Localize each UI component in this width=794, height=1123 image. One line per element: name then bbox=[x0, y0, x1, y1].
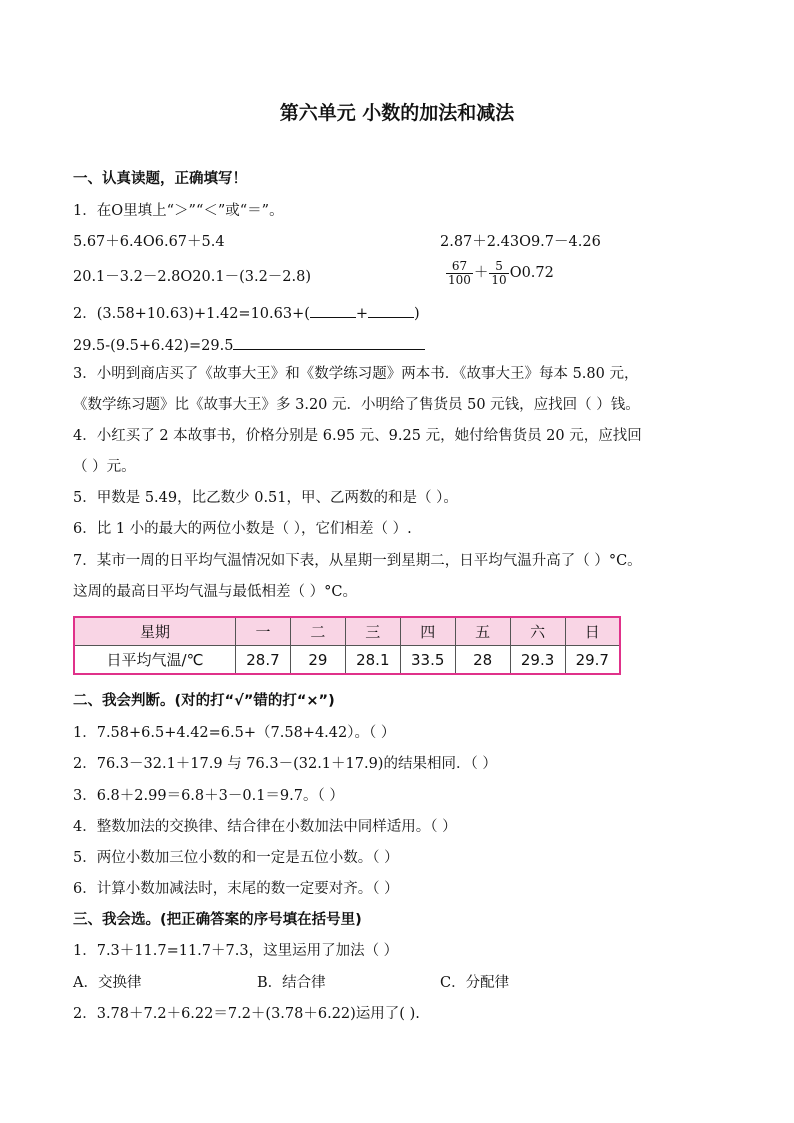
choice-question: 2．3.78＋7.2＋6.22＝7.2＋(3.78＋6.22)运用了( ). bbox=[73, 1006, 420, 1022]
q2-line1-suffix: ) bbox=[414, 306, 420, 322]
plus-sign: ＋ bbox=[473, 265, 489, 282]
table-row-label: 日平均气温/℃ bbox=[74, 646, 236, 675]
choice-option-a: A．交换律 bbox=[73, 975, 142, 991]
q1-item-a: 5.67＋6.4O6.67＋5.4 bbox=[73, 234, 225, 250]
table-temp-cell: 29.3 bbox=[510, 646, 565, 675]
section1-heading: 一、认真读题，正确填写！ bbox=[73, 171, 247, 187]
q3-line2: 《数学练习题》比《故事大王》多 3.20 元．小明给了售货员 50 元钱，应找回（ ）钱。 bbox=[73, 397, 640, 413]
choice-option-b: B．结合律 bbox=[257, 975, 326, 991]
judge-item: 3．6.8＋2.99＝6.8＋3－0.1＝9.7。（ ） bbox=[73, 788, 344, 804]
table-temp-cell: 29 bbox=[290, 646, 345, 675]
table-temp-cell: 33.5 bbox=[400, 646, 455, 675]
table-day-cell: 五 bbox=[455, 617, 510, 646]
table-temp-cell: 28.7 bbox=[236, 646, 291, 675]
judge-item: 5．两位小数加三位小数的和一定是五位小数。（ ） bbox=[73, 850, 399, 866]
fraction bbox=[489, 260, 508, 287]
fraction bbox=[446, 260, 473, 287]
fraction-denominator: 10 bbox=[491, 273, 507, 288]
answer-blank[interactable] bbox=[233, 337, 425, 350]
page-title: 第六单元 小数的加法和减法 bbox=[279, 102, 515, 124]
table-day-cell: 一 bbox=[236, 617, 291, 646]
choice-option-c: C．分配律 bbox=[440, 975, 510, 991]
table-temp-cell: 28.1 bbox=[345, 646, 400, 675]
q2-line1 bbox=[73, 305, 420, 322]
table-day-cell: 四 bbox=[400, 617, 455, 646]
judge-item: 2．76.3－32.1＋17.9 与 76.3－(32.1＋17.9)的结果相同．（ ） bbox=[73, 756, 497, 772]
section2-heading: 二、我会判断。(对的打“√”错的打“×”) bbox=[73, 693, 335, 709]
q5: 5．甲数是 5.49，比乙数少 0.51，甲、乙两数的和是（ ）。 bbox=[73, 490, 458, 506]
choice-question: 1．7.3＋11.7=11.7＋7.3，这里运用了加法（ ） bbox=[73, 943, 399, 959]
q4-line2: （ ）元。 bbox=[73, 459, 136, 475]
q6: 6．比 1 小的最大的两位小数是（ ），它们相差（ ）. bbox=[73, 521, 412, 537]
q2-line2-text: 29.5-(9.5+6.42)=29.5 bbox=[73, 338, 234, 354]
q3-line1: 3．小明到商店买了《故事大王》和《数学练习题》两本书．《故事大王》每本 5.80 元， bbox=[73, 366, 639, 382]
q2-line1-plus: + bbox=[355, 306, 369, 322]
answer-blank[interactable] bbox=[310, 305, 356, 318]
fraction-numerator: 5 bbox=[489, 260, 508, 274]
judge-item: 1．7.58+6.5+4.42=6.5+（7.58+4.42）。（ ） bbox=[73, 725, 396, 741]
q1-item-b: 2.87＋2.43O9.7－4.26 bbox=[440, 234, 601, 250]
fraction-numerator: 67 bbox=[446, 260, 473, 274]
q7-line1: 7．某市一周的日平均气温情况如下表，从星期一到星期二，日平均气温升高了（ ）°C。 bbox=[73, 553, 642, 569]
answer-blank[interactable] bbox=[368, 305, 414, 318]
q4-line1: 4．小红买了 2 本故事书，价格分别是 6.95 元、9.25 元，她付给售货员 20 元，应找回 bbox=[73, 428, 642, 444]
temperature-table bbox=[73, 616, 621, 675]
q2-line1-prefix: 2．(3.58+10.63)+1.42=10.63+( bbox=[73, 306, 310, 322]
table-day-cell: 二 bbox=[290, 617, 345, 646]
table-temp-cell: 28 bbox=[455, 646, 510, 675]
q1-item-d bbox=[446, 260, 555, 287]
judge-item: 6．计算小数加减法时，末尾的数一定要对齐。（ ） bbox=[73, 881, 399, 897]
judge-item: 4．整数加法的交换律、结合律在小数加法中同样适用。（ ） bbox=[73, 819, 457, 835]
table-head-label: 星期 bbox=[74, 617, 236, 646]
q1-item-c: 20.1－3.2－2.8O20.1－(3.2－2.8) bbox=[73, 269, 312, 285]
table-temp-cell: 29.7 bbox=[565, 646, 620, 675]
table-header-row bbox=[74, 617, 620, 646]
q1-stem: 1．在O里填上“＞”“＜”或“＝”。 bbox=[73, 203, 284, 219]
fraction-denominator: 100 bbox=[448, 273, 471, 288]
table-day-cell: 三 bbox=[345, 617, 400, 646]
table-row bbox=[74, 646, 620, 675]
table-day-cell: 日 bbox=[565, 617, 620, 646]
section3-heading: 三、我会选。(把正确答案的序号填在括号里) bbox=[73, 912, 362, 928]
compare-expression: O0.72 bbox=[509, 265, 554, 282]
q7-line2: 这周的最高日平均气温与最低相差（ ）°C。 bbox=[73, 584, 357, 600]
q2-line2 bbox=[73, 337, 425, 354]
table-day-cell: 六 bbox=[510, 617, 565, 646]
